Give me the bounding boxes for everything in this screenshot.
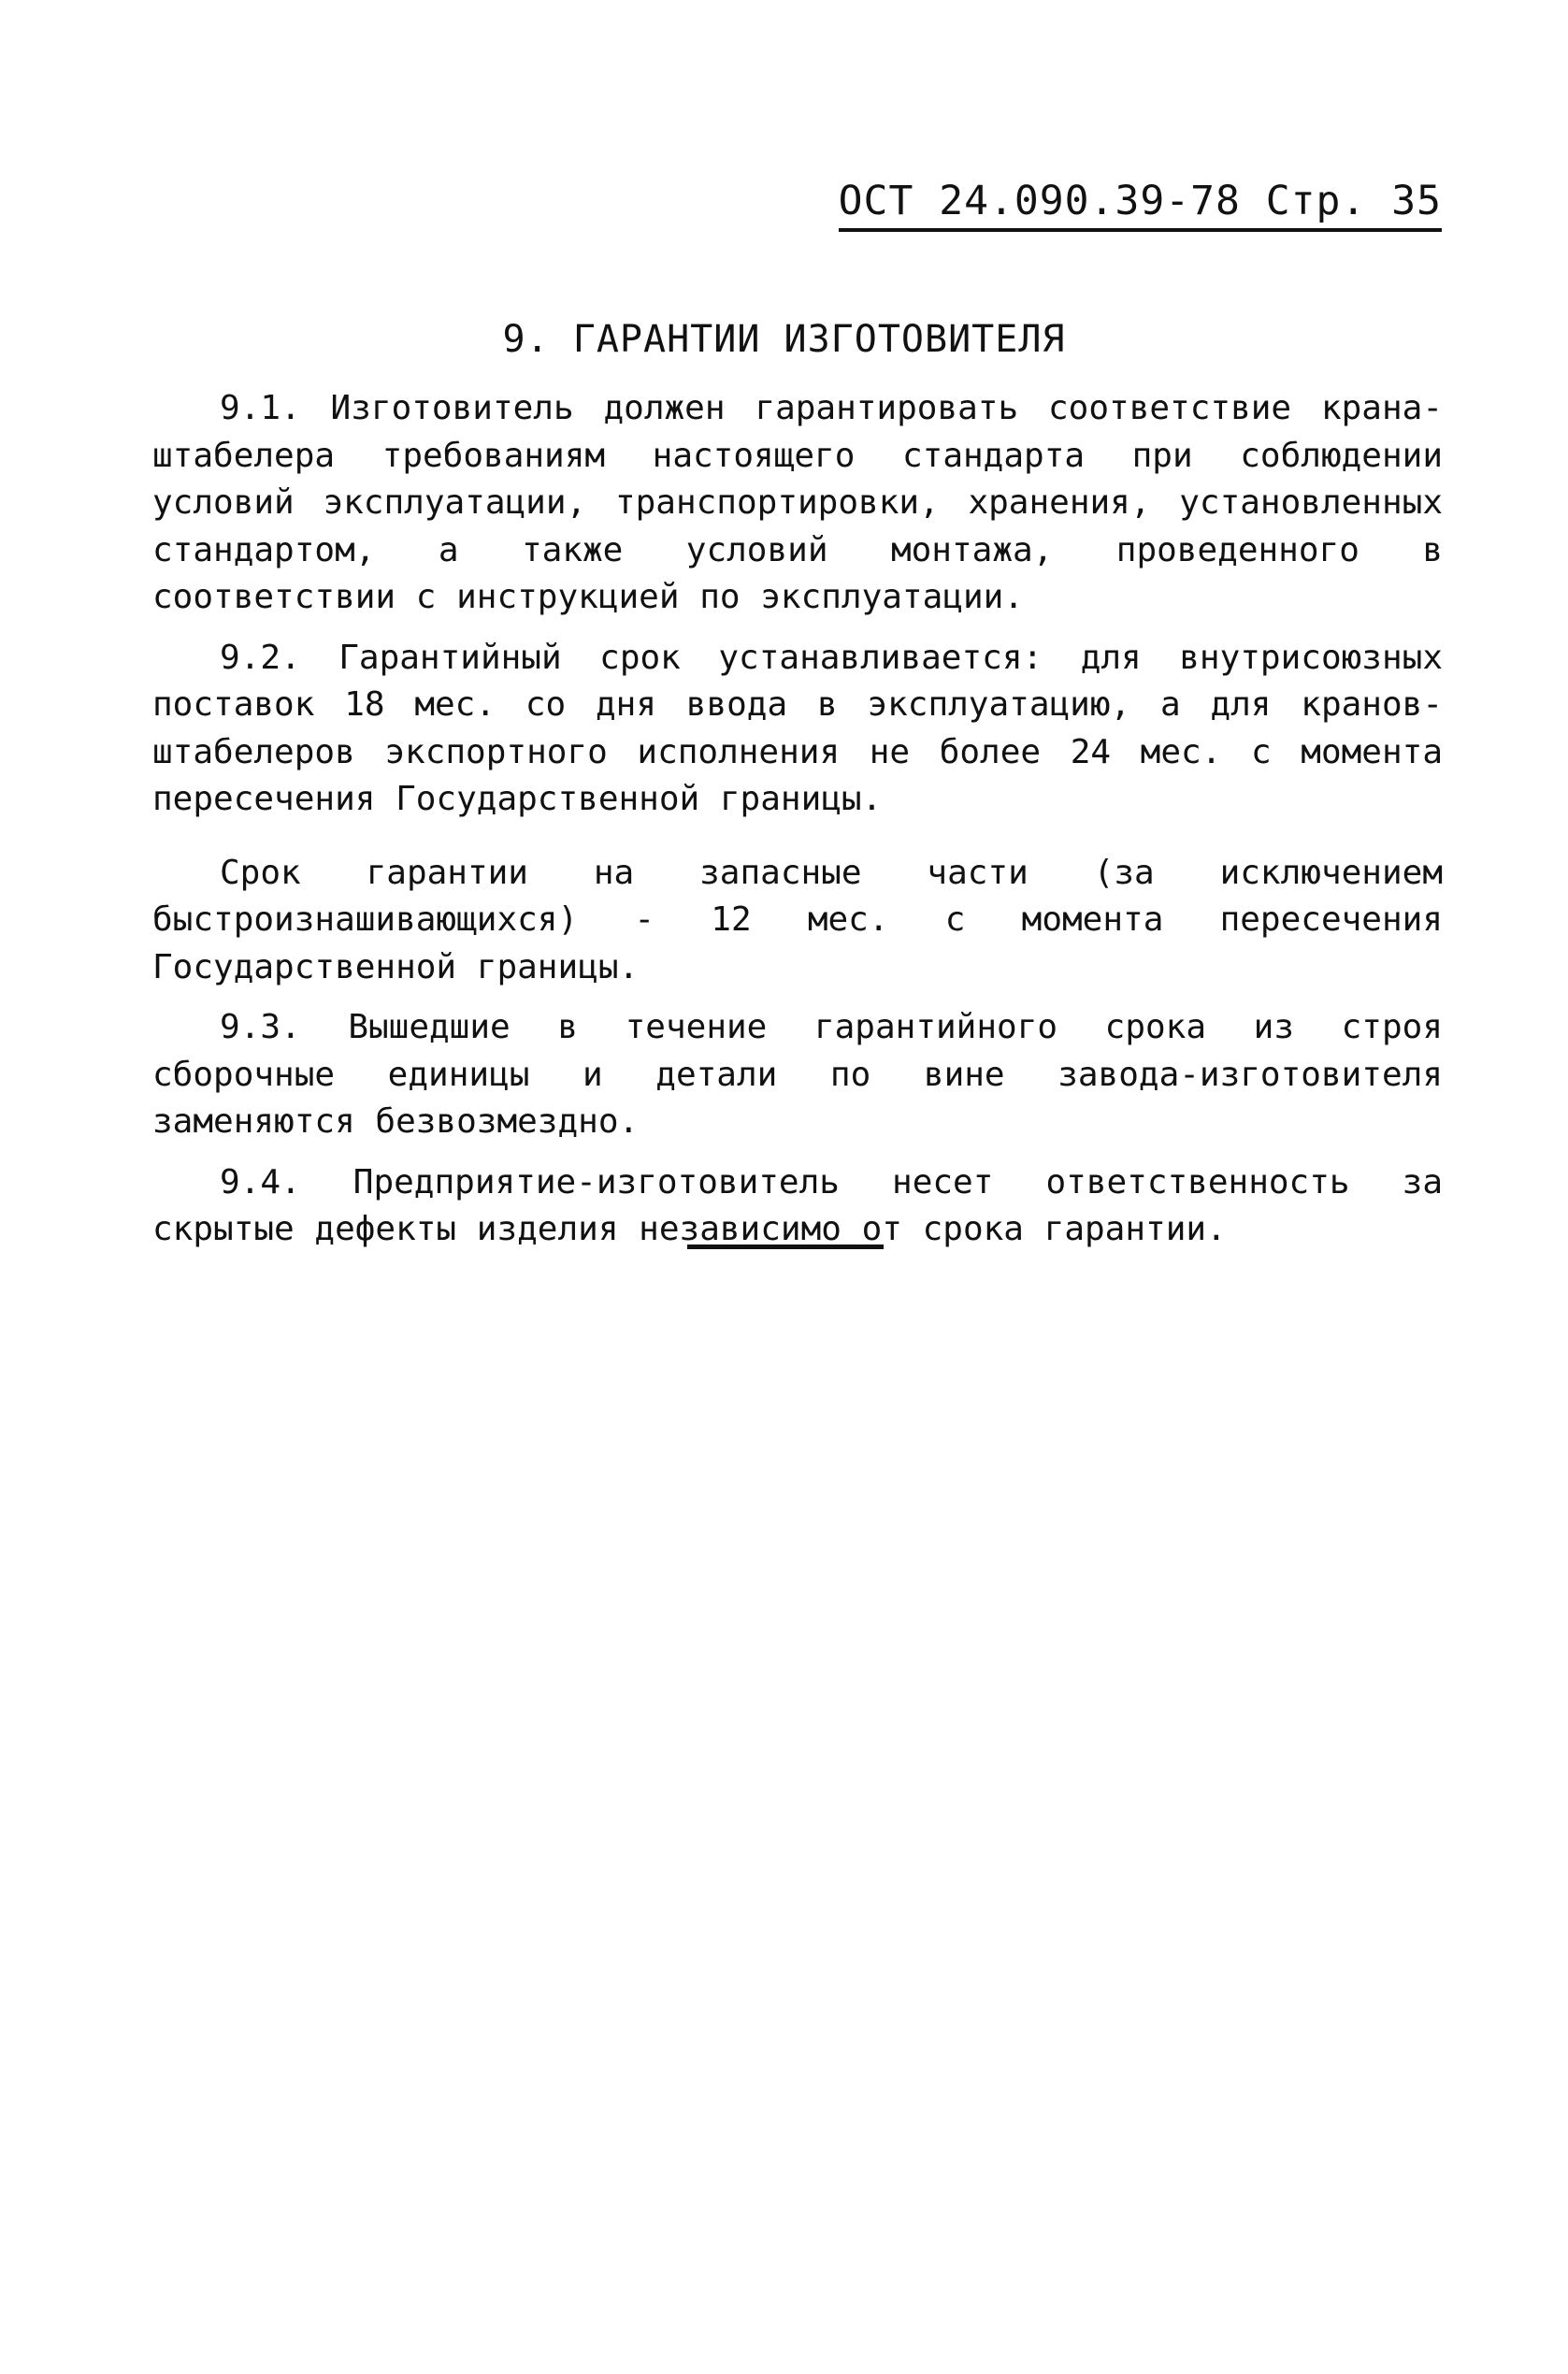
section-body xyxy=(152,385,1443,1254)
page-header-standard-ref: ОСТ 24.090.39-78 Стр. 35 xyxy=(839,178,1442,232)
paragraph-spare-parts-warranty: Срок гарантии на запасные части (за исключением быстроизнашивающихся) - 12 мес. с момента пересечения Государственной границы. xyxy=(152,853,1443,986)
end-of-section-rule xyxy=(687,1245,884,1249)
paragraph-9-1: 9.1. Изготовитель должен гарантировать соответствие крана-штабелера требованиям настоящего стандарта при соблюдении условий эксплуатации, транспортировки, хранения, установленных стандартом, а также условий монтажа, проведенного в соответствии с инструкцией по эксплуатации. xyxy=(152,389,1443,616)
paragraph-9-2: 9.2. Гарантийный срок устанавливается: для внутрисоюзных поставок 18 мес. со дня ввода в эксплуатацию, а для кранов-штабелеров экспортного исполнения не более 24 мес. с момента пересечения Государственной границы. xyxy=(152,638,1443,818)
paragraph-9-3: 9.3. Вышедшие в течение гарантийного срока из строя сборочные единицы и детали по вине завода-изготовителя заменяются безвозмездно. xyxy=(152,1008,1443,1141)
section-title: 9. ГАРАНТИИ ИЗГОТОВИТЕЛЯ xyxy=(502,318,1066,361)
paragraph-9-4: 9.4. Предприятие-изготовитель несет ответственность за скрытые дефекты изделия независимо от срока гарантии. xyxy=(152,1162,1443,1248)
